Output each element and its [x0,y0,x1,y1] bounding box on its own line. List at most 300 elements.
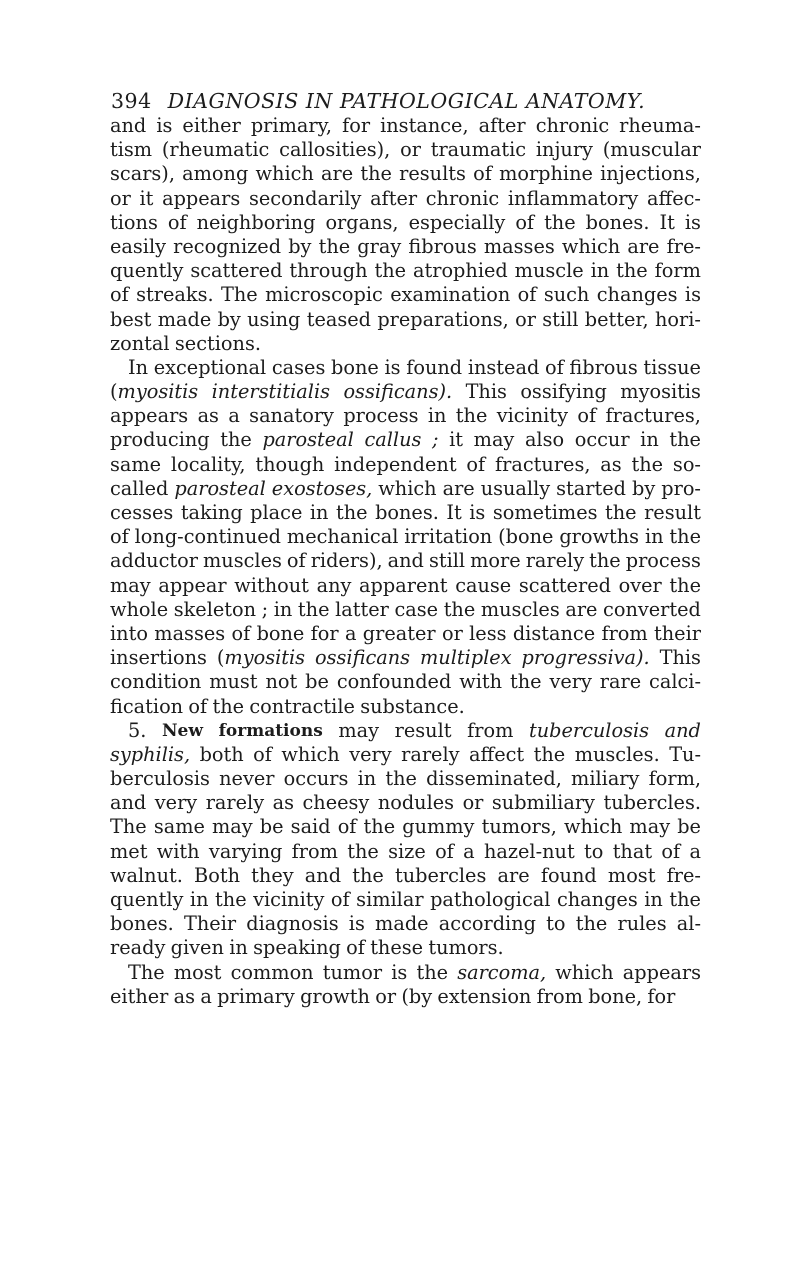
word: using [247,307,301,331]
word: met [110,839,148,863]
word: which [255,162,314,186]
word: though [255,452,325,476]
text-line [110,840,701,864]
word: from [601,621,648,645]
word: size [388,839,426,863]
word: scars), [110,162,175,186]
word: fractures, [495,452,591,476]
word: cause [455,573,512,597]
word: be [259,815,284,839]
word: interstitialis [211,380,331,404]
word: formations [218,720,323,741]
word: ready [110,936,166,960]
word: and [110,791,147,815]
word: the [544,210,576,234]
word: examination [390,283,511,307]
text-line [110,138,701,162]
text-line [110,695,701,719]
word: rarely [525,549,585,573]
running-header [111,89,645,113]
word: results [399,162,466,186]
word: or [110,186,131,210]
text-line [110,888,701,912]
word: from [467,718,514,742]
word: most [607,863,656,887]
word: This [659,646,701,670]
word: walnut. [110,863,183,887]
word: bone [256,621,305,645]
word: exceptional [153,355,267,379]
word: injections, [600,162,701,186]
word: the [575,912,608,936]
word: tuberculosis [528,718,650,742]
word: which [555,960,614,984]
word: fre- [666,863,701,887]
word: from [536,984,583,1008]
word: appears [110,404,189,428]
word: (myositis [216,646,306,670]
text-line [110,235,701,259]
word: process [343,404,419,428]
word: ossifying [520,380,607,404]
word: very [549,670,592,694]
word: bone, [588,984,643,1008]
word: same [110,452,162,476]
word: the [509,670,542,694]
word: is [684,283,701,307]
word: producing [110,428,210,452]
word: the [318,234,351,258]
word: tubercles [394,863,487,887]
word: chronic [535,114,610,137]
word: to [584,839,604,863]
word: the [352,863,384,887]
word: of [466,452,486,476]
word: as [197,404,219,428]
word: ossificans). [343,380,453,404]
word: found [406,355,463,379]
text-line [110,961,701,985]
word: without [234,573,309,597]
word: of [253,742,272,766]
word: case [394,597,439,621]
word: latter [335,597,389,621]
word: the [669,428,701,452]
text-line [110,428,701,452]
word: muscles [203,549,282,573]
word: changes [556,888,638,911]
text-line [110,791,701,815]
word: both [199,742,244,766]
word: and [387,549,424,573]
word: independent [334,452,457,476]
word: morphine [499,162,593,186]
word: substance. [360,694,465,718]
word: the [363,815,396,839]
word: teased [306,307,372,331]
word: best [110,307,152,331]
word: it [139,186,154,210]
word: still [542,307,579,331]
word: the [374,259,407,283]
word: according [438,912,536,936]
word: growth [300,984,370,1008]
word: of [337,815,357,839]
text-line [110,114,701,138]
word: is [391,960,408,984]
text-line [110,646,701,670]
word: the [335,501,368,524]
word: are [565,597,598,621]
word: sanatory [249,404,334,428]
word: also [524,428,565,452]
word: submiliary [491,791,595,815]
word: bones. [375,501,439,524]
text-line [110,719,701,743]
word: the [347,839,379,863]
word: is [684,210,701,234]
word: It [446,501,462,524]
word: callosities), [279,138,391,162]
word: affect [469,742,525,766]
word: masses [483,234,555,258]
word: form [654,259,701,283]
word: of [330,888,350,911]
word: in [644,525,664,549]
word: rare [599,670,642,694]
word: very [349,742,392,766]
word: parosteal [174,476,266,500]
word: so- [672,452,701,476]
word: myositis [620,380,701,404]
word: locality, [170,452,246,476]
word: started [556,476,627,500]
word: tumors, [481,815,557,839]
word: which [561,234,621,258]
word: in [644,888,663,911]
word: rarely [205,791,265,815]
word: given [170,936,224,960]
word: distance [512,621,596,645]
word: must [209,670,258,694]
word: secondarily [248,186,362,210]
word: especially [408,210,506,234]
word: Tu- [669,742,701,766]
word: may [629,815,671,839]
text-line [110,332,701,356]
word: adductor [110,549,198,573]
word: they [251,863,294,887]
word: which [378,476,437,500]
word: are [321,162,354,186]
word: as [173,984,196,1008]
word: of [110,525,129,549]
word: quently [110,259,184,283]
word: may [473,428,515,452]
word: rules [617,912,667,936]
word: which [564,815,623,839]
word: may [110,573,151,597]
word: called [110,476,169,500]
word: from [291,839,338,863]
word: tissue [643,355,701,379]
word: New [162,720,203,741]
text-line [110,622,701,646]
word: or [441,621,463,645]
word: chronic [425,186,500,210]
word: in [273,597,293,621]
word: cases [271,355,326,379]
word: pro- [661,476,701,500]
word: through [289,259,368,283]
text-line [110,525,701,549]
word: is [384,355,401,379]
word: calci- [649,670,701,694]
word: changes [596,283,678,307]
word: very [154,791,198,815]
word: injury [535,138,593,162]
text-line [110,912,701,936]
word: riders), [310,549,383,573]
word: tism [110,138,153,162]
word: The [110,815,147,839]
page-number: 394 [111,89,152,113]
word: varying [208,839,283,863]
word: In [128,355,149,379]
word: nodules [377,791,455,815]
word: neighboring [196,210,316,234]
word: scattered [518,573,611,597]
word: never [219,767,275,791]
text-line [110,501,701,525]
word: organs, [325,210,399,234]
word: quently [110,888,184,911]
word: microscopic [265,283,383,307]
text-line [110,283,701,307]
word: instance, [380,114,469,137]
word: is [156,114,173,137]
word: the [360,162,392,186]
word: fibrous [569,355,638,379]
word: rarely [401,742,460,766]
word: fractures, [605,404,701,428]
word: that [612,839,653,863]
text-line [110,162,701,186]
word: rheuma- [619,114,701,137]
word: preparations, [377,307,509,331]
word: tions [110,210,158,234]
text-line [110,670,701,694]
word: speaking [253,936,341,960]
word: the [631,452,664,476]
word: better, [584,307,649,331]
word: the [416,960,449,984]
word: (myositis [110,380,199,404]
word: of [110,283,129,307]
word: a [200,984,212,1008]
word: is [469,501,486,524]
word: confounded [336,670,452,694]
word: by [217,307,241,331]
word: inflammatory [507,186,639,210]
word: for [342,114,371,137]
word: the [589,549,621,573]
word: bones. [585,210,650,234]
word: gummy [402,815,475,839]
word: are [442,476,475,500]
word: apparent [359,573,448,597]
word: appear [158,573,227,597]
word: over [618,573,662,597]
word: result [644,501,701,524]
word: atrophied [412,259,508,283]
word: fication [110,694,184,718]
word: such [543,283,590,307]
word: any [316,573,352,597]
word: al- [676,912,701,936]
text-line [110,815,701,839]
word: are [627,234,660,258]
word: may [338,718,380,742]
word: ; [432,428,439,452]
word: by [632,476,656,500]
word: masses [154,621,226,645]
word: diagnosis [246,912,339,936]
word: exostoses, [271,476,373,500]
word: the [669,888,701,911]
word: appears [162,186,241,210]
word: or [375,984,397,1008]
word: after [478,114,526,137]
word: the [215,888,247,911]
word: of [544,355,564,379]
text-line [110,308,701,332]
text-line [110,356,701,380]
word: a [689,839,701,863]
word: after [370,186,418,210]
word: form, [648,767,701,791]
word: 5. [128,718,147,742]
word: a [344,621,357,645]
word: result [394,718,452,742]
word: be [677,815,701,839]
word: a [228,404,240,428]
word: the [605,501,637,524]
word: sections. [174,331,261,355]
word: easily [110,234,167,258]
word: This [465,380,507,404]
word: Both [194,863,240,887]
word: in [590,259,610,283]
word: are [497,863,530,887]
word: tumors. [428,936,504,960]
word: disseminated, [426,767,562,791]
word: their [654,621,701,645]
word: sometimes [492,501,598,524]
word: common [230,960,314,984]
text-line [110,187,701,211]
word: in [189,888,209,911]
text-line [110,404,701,428]
word: similar [356,888,424,911]
word: same [153,815,205,839]
text-line [110,259,701,283]
text-line [110,549,701,573]
word: primary [217,984,295,1008]
word: of [515,210,535,234]
word: process [625,549,701,573]
text-line [110,211,701,235]
word: (rheumatic [161,138,270,162]
word: skeleton [173,597,257,621]
word: gray [357,234,402,258]
word: the [385,767,417,791]
word: miliary [571,767,640,791]
word: into [110,621,148,645]
word: condition [110,670,202,694]
text-line [110,985,701,1009]
word: cesses [110,501,174,524]
word: occur [574,428,630,452]
text-line [110,864,701,888]
text-line [110,936,701,960]
word: found [540,863,597,887]
word: to [546,912,566,936]
word: mechanical [286,525,399,549]
word: ossificans [315,646,411,670]
word: vicinity [496,404,568,428]
word: among [182,162,249,186]
word: bone [331,355,379,379]
word: It [659,210,675,234]
word: (by [401,984,433,1008]
word: of [473,162,492,186]
word: usually [480,476,551,500]
word-part: myositis [117,380,199,404]
word: made [375,912,429,936]
word: more [470,549,521,573]
word: as [272,791,294,815]
word: by [288,234,312,258]
word: muscle [514,259,584,283]
word: the [533,742,566,766]
word: progressiva). [521,646,650,670]
word: primary, [250,114,333,137]
word: the [220,428,252,452]
word: muscles. [574,742,660,766]
word: Their [184,912,237,936]
word: fre- [666,234,701,258]
word: be [305,670,329,694]
word: of [517,283,537,307]
word: contractile [249,694,355,718]
word: growths [559,525,640,549]
word: zontal [110,331,170,355]
word: in [427,404,447,428]
word: and [664,718,701,742]
word: in [640,428,659,452]
word: as [600,452,622,476]
word: insertions [110,646,207,670]
text-line [110,477,701,501]
word: of [167,210,187,234]
word: the [455,404,488,428]
body-text [110,114,701,1009]
word: converted [603,597,701,621]
word: streaks. [136,283,214,307]
word: these [370,936,424,960]
word: appears [622,960,701,984]
